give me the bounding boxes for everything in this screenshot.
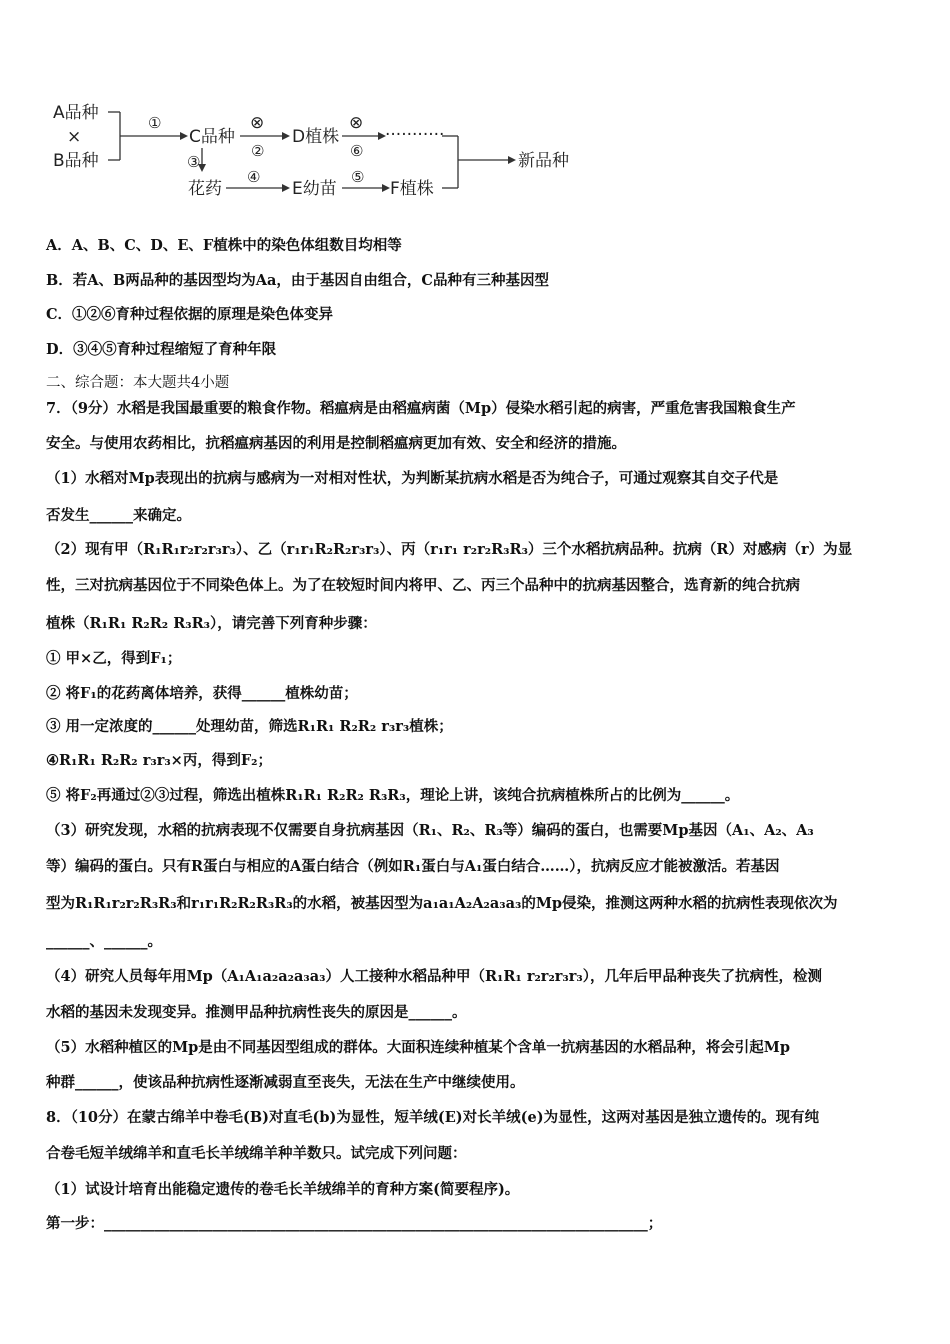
q7-line2: 安全。与使用农药相比，抗稻瘟病基因的利用是控制稻瘟病更加有效、安全和经济的措施。 xyxy=(46,435,626,452)
self-symbol-1: ⊗ xyxy=(250,113,265,133)
label-anther: 花药 xyxy=(188,179,222,199)
q7-part3-d: ______、______。 xyxy=(46,933,162,950)
q7-part3-c: 型为R₁R₁r₂r₂R₃R₃和r₁r₁R₂R₂R₃R₃的水稻，被基因型为a₁a₁A₂A₂a₃a₃的Mp侵染，推测这两种水稻的抗病性表现依次为 xyxy=(46,895,838,912)
breeding-flow-diagram xyxy=(40,90,600,215)
step1-label: ① xyxy=(148,114,162,132)
option-a: A．A、B、C、D、E、F植株中的染色体组数目均相等 xyxy=(46,237,402,254)
step4-label: ④ xyxy=(247,168,261,186)
q8-part1: （1）试设计培育出能稳定遗传的卷毛长羊绒绵羊的育种方案(简要程序)。 xyxy=(46,1181,520,1198)
q7-part5-a: （5）水稻种植区的Mp是由不同基因型组成的群体。大面积连续种植某个含单一抗病基因的水稻品种，将会引起Mp xyxy=(46,1039,790,1056)
q7-step5: ⑤ 将F₂再通过②③过程，筛选出植株R₁R₁ R₂R₂ R₃R₃，理论上讲，该纯合抗病植株所占的比例为______。 xyxy=(46,787,740,804)
label-a-variety: A品种 xyxy=(53,103,99,123)
q8-line2: 合卷毛短羊绒绵羊和直毛长羊绒绵羊种羊数只。试完成下列问题： xyxy=(46,1145,467,1162)
q8-line1: 8．（10分）在蒙古绵羊中卷毛(B)对直毛(b)为显性，短羊绒(E)对长羊绒(e)为显性，这两对基因是独立遗传的。现有纯 xyxy=(46,1109,820,1126)
self-symbol-2: ⊗ xyxy=(349,113,364,133)
q7-part3-b: 等）编码的蛋白。只有R蛋白与相应的A蛋白结合（例如R₁蛋白与A₁蛋白结合……），抗病反应才能被激活。若基因 xyxy=(46,858,780,875)
label-cross: × xyxy=(67,127,82,147)
q7-line1: 7．（9分）水稻是我国最重要的粮食作物。稻瘟病是由稻瘟病菌（Mp）侵染水稻引起的病害，严重危害我国粮食生产 xyxy=(46,400,796,417)
label-c-variety: C品种 xyxy=(189,127,235,147)
step5-label: ⑤ xyxy=(351,168,365,186)
q7-part4-b: 水稻的基因未发现变异。推测甲品种抗病性丧失的原因是______。 xyxy=(46,1004,467,1021)
option-b: B．若A、B两品种的基因型均为Aa，由于基因自由组合，C品种有三种基因型 xyxy=(46,272,549,289)
label-new-variety: 新品种 xyxy=(518,151,569,171)
q7-part4-a: （4）研究人员每年用Mp（A₁A₁a₂a₂a₃a₃）人工接种水稻品种甲（R₁R₁ r₂r₂r₃r₃），几年后甲品种丧失了抗病性，检测 xyxy=(46,968,823,985)
label-b-variety: B品种 xyxy=(53,151,99,171)
q7-part3-a: （3）研究发现，水稻的抗病表现不仅需要自身抗病基因（R₁、R₂、R₃等）编码的蛋白，也需要Mp基因（A₁、A₂、A₃ xyxy=(46,822,814,839)
q7-part1-b: 否发生______来确定。 xyxy=(46,507,191,524)
step3-label: ③ xyxy=(187,153,201,171)
label-d-plant: D植株 xyxy=(292,127,340,147)
q7-part2-c: 植株（R₁R₁ R₂R₂ R₃R₃），请完善下列育种步骤： xyxy=(46,615,377,632)
q8-step1: 第一步：___________________________________________________________________________； xyxy=(46,1215,663,1232)
q7-step3: ③ 用一定浓度的______处理幼苗，筛选R₁R₁ R₂R₂ r₃r₃植株； xyxy=(46,718,453,735)
step2-label: ② xyxy=(251,142,265,160)
option-d: D．③④⑤育种过程缩短了育种年限 xyxy=(46,341,277,358)
label-f-plant: F植株 xyxy=(390,179,434,199)
q7-part5-b: 种群______，使该品种抗病性逐渐减弱直至丧失，无法在生产中继续使用。 xyxy=(46,1074,525,1091)
section-title: 二、综合题：本大题共4小题 xyxy=(46,375,230,391)
q7-part2-a: （2）现有甲（R₁R₁r₂r₂r₃r₃）、乙（r₁r₁R₂R₂r₃r₃）、丙（r₁r₁ r₂r₂R₃R₃）三个水稻抗病品种。抗病（R）对感病（r）为显 xyxy=(46,541,853,558)
q7-step2: ② 将F₁的花药离体培养，获得______植株幼苗； xyxy=(46,685,358,702)
option-c: C．①②⑥育种过程依据的原理是染色体变异 xyxy=(46,306,334,323)
q7-part2-b: 性，三对抗病基因位于不同染色体上。为了在较短时间内将甲、乙、丙三个品种中的抗病基因整合，选育新的纯合抗病 xyxy=(46,577,800,594)
q7-step1: ① 甲×乙，得到F₁； xyxy=(46,650,182,667)
label-e-seedling: E幼苗 xyxy=(292,179,337,199)
dotted-continuation: ··········· xyxy=(385,125,445,145)
q7-step4: ④R₁R₁ R₂R₂ r₃r₃×丙，得到F₂； xyxy=(46,752,272,769)
q7-part1-a: （1）水稻对Mp表现出的抗病与感病为一对相对性状，为判断某抗病水稻是否为纯合子，可通过观察其自交子代是 xyxy=(46,470,779,487)
step6-label: ⑥ xyxy=(350,142,364,160)
